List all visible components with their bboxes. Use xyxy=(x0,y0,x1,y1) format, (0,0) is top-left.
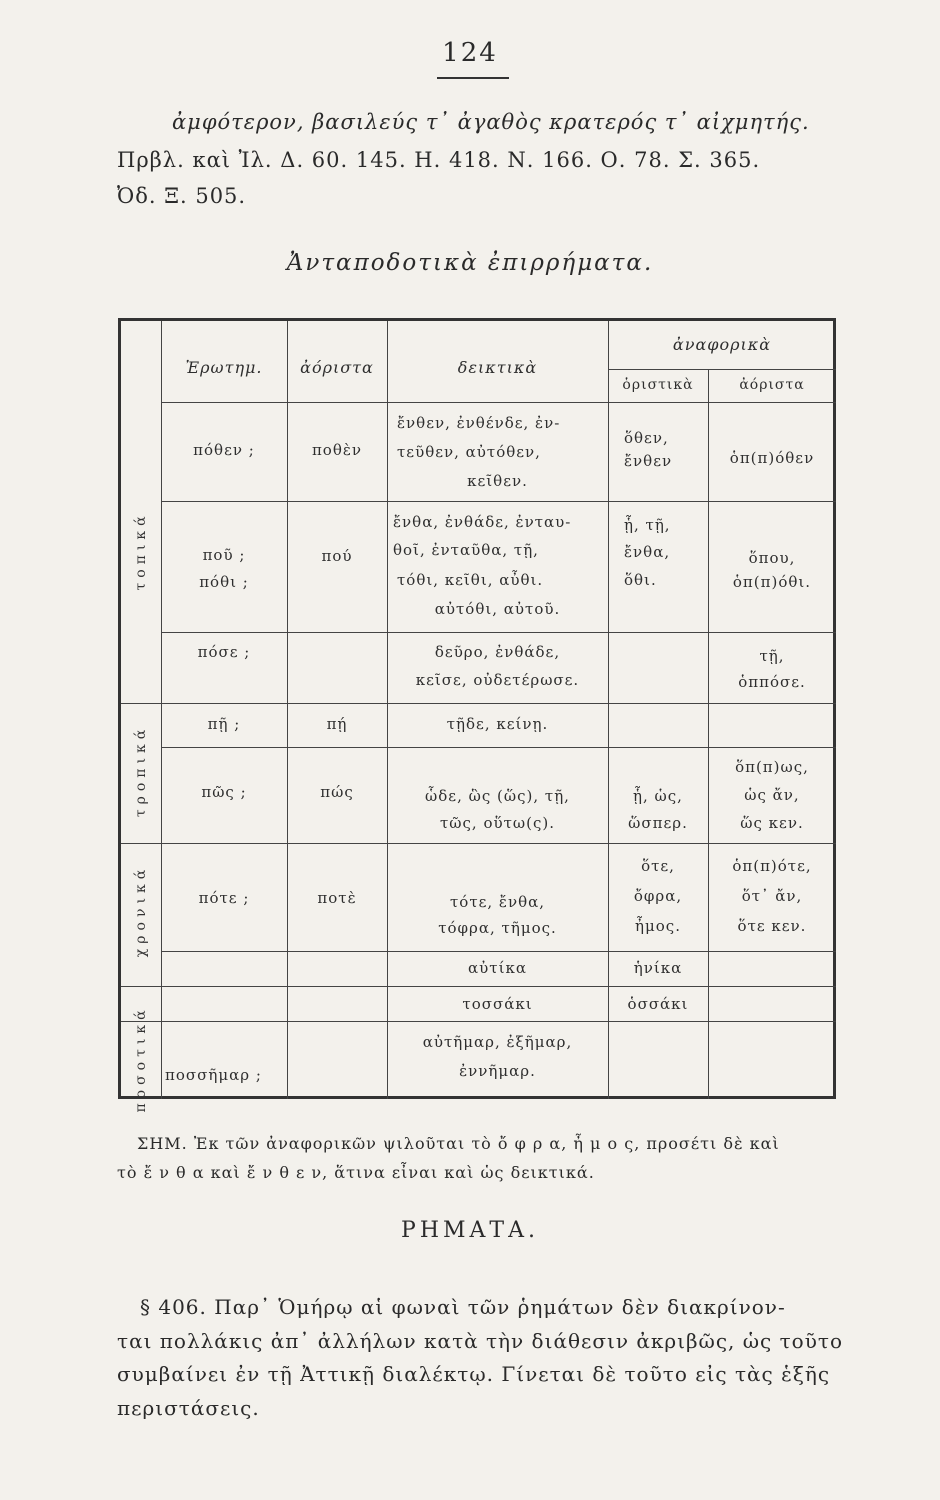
row-divider xyxy=(161,501,836,502)
interrogative-cell: πότε ; xyxy=(198,889,250,907)
relative-indefinite-line: ὅπου, xyxy=(748,549,796,567)
paragraph-line: συμβαίνει ἐν τῇ Ἀττικῇ διαλέκτῳ. Γίνεται δὲ τοῦτο εἰς τὰς ἑξῆς xyxy=(117,1362,831,1386)
relative-indefinite-line: ὡς ἄν, xyxy=(744,786,800,804)
header-demonstrative: δεικτικὰ xyxy=(457,358,538,377)
relative-definite-line: ὁσσάκι xyxy=(627,995,689,1013)
row-divider xyxy=(121,843,836,844)
relative-definite-line: ὅθεν, xyxy=(624,429,669,447)
relative-indefinite-line: ὅπ(π)ως, xyxy=(735,758,809,776)
header-relative: ἀναφορικὰ xyxy=(672,335,772,354)
intro-line: ἀμφότερον, βασιλεύς τ᾿ ἀγαθὸς κρατερός τ᾿ αἰχμητής. xyxy=(172,110,810,134)
header-subdivider xyxy=(608,369,836,370)
relative-definite-line: ἔνθα, xyxy=(624,543,671,561)
demonstrative-line: θοῖ, ἐνταῦθα, τῇ, xyxy=(393,541,539,559)
row-divider xyxy=(121,1021,836,1022)
demonstrative-line: τῇδε, κείνῃ. xyxy=(446,715,549,733)
page-number: 124 xyxy=(442,38,498,68)
relative-indefinite-line: τῇ, xyxy=(759,647,785,665)
relative-definite-line: ᾗ, τῇ, xyxy=(624,516,671,534)
row-divider xyxy=(161,402,836,403)
column-divider xyxy=(287,321,288,1099)
note-line: ΣΗΜ. Ἐκ τῶν ἀναφορικῶν ψιλοῦται τὸ ὄ φ ρ α, ἦ μ ο ς, προσέτι δὲ καὶ xyxy=(137,1134,780,1153)
page-number-rule xyxy=(437,77,509,79)
relative-indefinite-line: ὥς κεν. xyxy=(740,814,804,832)
header-indefinite: ἀόριστα xyxy=(300,358,374,377)
indefinite-cell: πού xyxy=(321,547,353,565)
relative-indefinite-line: ὅτε κεν. xyxy=(737,917,807,935)
header-relative-indefinite: ἀόριστα xyxy=(739,377,805,393)
relative-indefinite-line: ὁπ(π)όθι. xyxy=(732,573,812,591)
demonstrative-line: τόφρα, τῆμος. xyxy=(438,919,557,937)
indefinite-cell: ποτὲ xyxy=(317,889,357,907)
demonstrative-line: τοσσάκι xyxy=(462,995,533,1013)
intro-line: Πρβλ. καὶ Ἰλ. Δ. 60. 145. Η. 418. Ν. 166. Ο. 78. Σ. 365. xyxy=(117,148,761,172)
relative-indefinite-line: ὁπ(π)ότε, xyxy=(732,857,812,875)
header-relative-definite: ὁριστικὰ xyxy=(622,377,694,393)
indefinite-cell: πώς xyxy=(320,783,354,801)
note-line: τὸ ἔ ν θ α καὶ ἔ ν θ ε ν, ἅτινα εἶναι καὶ ὡς δεικτικά. xyxy=(117,1163,595,1182)
demonstrative-line: ἐννῆμαρ. xyxy=(459,1062,536,1080)
row-divider xyxy=(121,703,836,704)
interrogative-cell: πόθεν ; xyxy=(193,441,255,459)
demonstrative-line: τότε, ἔνθα, xyxy=(449,893,546,911)
demonstrative-line: αὐτῆμαρ, ἐξῆμαρ, xyxy=(422,1033,573,1051)
row-divider xyxy=(121,986,836,987)
indefinite-cell: πῄ xyxy=(326,715,348,733)
demonstrative-line: τεῦθεν, αὐτόθεν, xyxy=(397,443,541,461)
demonstrative-line: κεῖθεν. xyxy=(467,472,528,490)
row-divider xyxy=(161,632,836,633)
intro-line: Ὀδ. Ξ. 505. xyxy=(117,184,247,208)
relative-indefinite-line: ὅτ᾿ ἄν, xyxy=(741,887,803,905)
relative-definite-line: ὅτε, xyxy=(641,857,675,875)
table-title: Ἀνταποδοτικὰ ἐπιρρήματα. xyxy=(286,250,654,276)
relative-definite-line: ὥσπερ. xyxy=(628,814,688,832)
column-divider xyxy=(608,321,609,1099)
relative-definite-line: ὄφρα, xyxy=(633,887,683,905)
demonstrative-line: κεῖσε, οὐδετέρωσε. xyxy=(415,671,580,689)
interrogative-cell: πόθι ; xyxy=(199,573,249,591)
demonstrative-line: ἔνθεν, ἐνθένδε, ἐν- xyxy=(397,414,561,432)
relative-definite-line: ᾗ, ὡς, xyxy=(633,787,683,805)
side-label-quantity: ποσοτικά xyxy=(133,1005,149,1113)
section-title: ΡΗΜΑΤΑ. xyxy=(401,1218,539,1243)
paragraph-line: § 406. Παρ᾿ Ὁμήρῳ αἱ φωναὶ τῶν ῥημάτων δὲν διακρίνον- xyxy=(140,1295,786,1319)
relative-definite-line: ἡνίκα xyxy=(633,959,683,977)
column-divider xyxy=(161,321,162,1099)
side-label-manner: τροπικά xyxy=(133,724,149,818)
interrogative-cell: ποῦ ; xyxy=(202,546,246,564)
demonstrative-line: ἔνθα, ἐνθάδε, ἐνταυ- xyxy=(393,513,572,531)
interrogative-cell: πῇ ; xyxy=(207,715,241,733)
relative-indefinite-line: ὁππόσε. xyxy=(738,673,806,691)
indefinite-cell: ποθὲν xyxy=(311,441,363,459)
column-divider xyxy=(708,369,709,1099)
interrogative-cell: ποσσῆμαρ ; xyxy=(165,1066,262,1084)
correlative-adverbs-table xyxy=(118,318,836,1113)
row-divider xyxy=(161,951,836,952)
relative-definite-line: ἦμος. xyxy=(635,917,681,935)
paragraph-line: ται πολλάκις ἀπ᾿ ἀλλήλων κατὰ τὴν διάθεσιν ἀκριβῶς, ὡς τοῦτο xyxy=(117,1329,843,1353)
header-interrogative: Ἐρωτημ. xyxy=(185,358,263,377)
interrogative-cell: πῶς ; xyxy=(201,783,247,801)
row-divider xyxy=(161,747,836,748)
paragraph-line: περιστάσεις. xyxy=(117,1396,260,1420)
side-label-temporal: χρονικά xyxy=(133,864,149,958)
demonstrative-line: ὧδε, ὣς (ὥς), τῇ, xyxy=(425,787,570,805)
relative-definite-line: ἔνθεν xyxy=(624,452,673,470)
demonstrative-line: τῶς, οὕτω(ς). xyxy=(439,814,556,832)
relative-definite-line: ὅθι. xyxy=(624,571,657,589)
column-divider xyxy=(387,321,388,1099)
demonstrative-line: αὐτίκα xyxy=(468,959,527,977)
demonstrative-line: τόθι, κεῖθι, αὖθι. xyxy=(397,571,544,589)
interrogative-cell: πόσε ; xyxy=(197,643,251,661)
demonstrative-line: δεῦρο, ἐνθάδε, xyxy=(434,643,561,661)
side-label-local: τοπικά xyxy=(133,511,149,591)
demonstrative-line: αὐτόθι, αὐτοῦ. xyxy=(434,600,561,618)
relative-indefinite-line: ὁπ(π)όθεν xyxy=(729,449,815,467)
